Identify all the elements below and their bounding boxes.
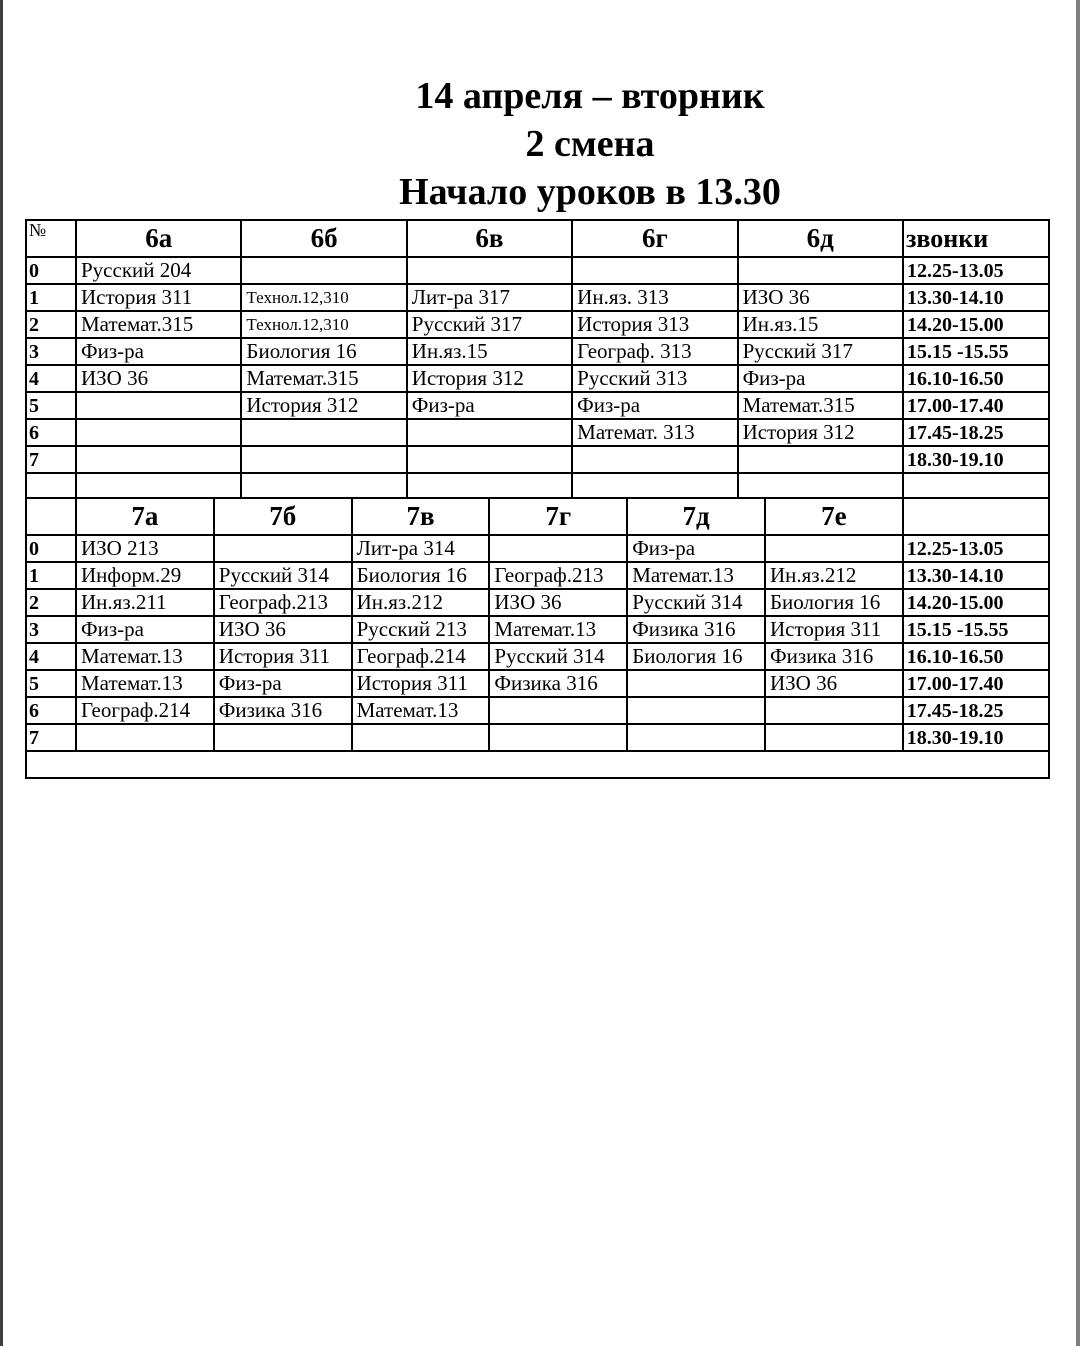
- lesson-number: 7: [26, 724, 76, 751]
- lesson-cell: Лит-ра 317: [407, 284, 572, 311]
- class-column-header: 7а: [76, 498, 214, 535]
- class-column-header: 6г: [572, 220, 737, 257]
- lesson-cell: Русский 213: [352, 616, 490, 643]
- lesson-number: 0: [26, 257, 76, 284]
- lesson-cell: [572, 473, 737, 500]
- bell-time: 16.10-16.50: [903, 643, 1049, 670]
- lesson-cell: Физ-ра: [738, 365, 903, 392]
- lesson-cell: Биология 16: [627, 643, 765, 670]
- bell-time: 15.15 -15.55: [903, 616, 1049, 643]
- lesson-cell: Физ-ра: [572, 392, 737, 419]
- empty-footer-row: [26, 751, 1049, 778]
- lesson-cell: [489, 697, 627, 724]
- lesson-cell: Математ.315: [738, 392, 903, 419]
- lesson-number: 0: [26, 535, 76, 562]
- lesson-number: 2: [26, 589, 76, 616]
- lesson-cell: Математ. 313: [572, 419, 737, 446]
- class-column-header: 7е: [765, 498, 903, 535]
- lesson-cell: ИЗО 213: [76, 535, 214, 562]
- lesson-cell: Русский 314: [489, 643, 627, 670]
- lesson-cell: ИЗО 36: [76, 365, 241, 392]
- grade7-schedule-table: [25, 497, 1050, 779]
- lesson-number: 1: [26, 562, 76, 589]
- schedule-row: [26, 535, 1049, 562]
- lesson-number: 6: [26, 697, 76, 724]
- lesson-cell: Физ-ра: [407, 392, 572, 419]
- lesson-cell: История 312: [241, 392, 406, 419]
- lesson-cell: Биология 16: [352, 562, 490, 589]
- class-column-header: 7г: [489, 498, 627, 535]
- schedule-row: [26, 697, 1049, 724]
- bell-time: 17.45-18.25: [903, 697, 1049, 724]
- lesson-cell: История 311: [352, 670, 490, 697]
- lesson-cell: Ин.яз.212: [765, 562, 903, 589]
- lesson-cell: Математ.13: [489, 616, 627, 643]
- lesson-cell: История 312: [738, 419, 903, 446]
- date-title: 14 апреля – вторник: [415, 75, 765, 117]
- lesson-cell: [407, 419, 572, 446]
- lesson-cell: Физ-ра: [76, 338, 241, 365]
- lesson-cell: Физика 316: [489, 670, 627, 697]
- lesson-cell: [241, 446, 406, 473]
- lesson-cell: Географ.214: [76, 697, 214, 724]
- lesson-cell: [214, 724, 352, 751]
- lesson-cell: Ин.яз.212: [352, 589, 490, 616]
- lesson-cell: ИЗО 36: [738, 284, 903, 311]
- bell-time: 14.20-15.00: [903, 589, 1049, 616]
- class-column-header: 6в: [407, 220, 572, 257]
- lesson-cell: Технол.12,310: [241, 311, 406, 338]
- header-row: [26, 498, 1049, 535]
- bell-time: 13.30-14.10: [903, 562, 1049, 589]
- schedule-row: [26, 562, 1049, 589]
- bell-time: 13.30-14.10: [903, 284, 1049, 311]
- lesson-cell: [627, 670, 765, 697]
- lesson-cell: Физика 316: [765, 643, 903, 670]
- schedule-row: [26, 643, 1049, 670]
- bell-time: 14.20-15.00: [903, 311, 1049, 338]
- lesson-cell: Русский 314: [214, 562, 352, 589]
- lesson-cell: Русский 313: [572, 365, 737, 392]
- bell-time: 17.00-17.40: [903, 670, 1049, 697]
- number-column-header: №: [26, 220, 76, 257]
- lesson-cell: Ин.яз.15: [738, 311, 903, 338]
- lesson-cell: [572, 257, 737, 284]
- lesson-cell: [407, 257, 572, 284]
- lesson-number: 5: [26, 670, 76, 697]
- header-row: [26, 220, 1049, 257]
- lesson-cell: [76, 392, 241, 419]
- lesson-cell: Физика 316: [627, 616, 765, 643]
- lesson-number: 4: [26, 643, 76, 670]
- schedule-row: [26, 473, 1049, 500]
- lesson-cell: Математ.315: [241, 365, 406, 392]
- lesson-cell: ИЗО 36: [214, 616, 352, 643]
- lesson-cell: Географ.213: [489, 562, 627, 589]
- lesson-cell: Математ.13: [76, 643, 214, 670]
- bells-column-header: звонки: [903, 220, 1049, 257]
- lesson-cell: [572, 446, 737, 473]
- lesson-cell: [76, 446, 241, 473]
- lesson-cell: ИЗО 36: [765, 670, 903, 697]
- bell-time: 18.30-19.10: [903, 724, 1049, 751]
- lesson-cell: Ин.яз.15: [407, 338, 572, 365]
- lesson-cell: [352, 724, 490, 751]
- shift-title: 2 смена: [525, 123, 655, 165]
- lesson-cell: История 311: [214, 643, 352, 670]
- bell-time: 18.30-19.10: [903, 446, 1049, 473]
- lesson-cell: [738, 257, 903, 284]
- lesson-cell: [765, 697, 903, 724]
- class-column-header: 6б: [241, 220, 406, 257]
- lesson-cell: История 311: [76, 284, 241, 311]
- lesson-cell: Физика 316: [214, 697, 352, 724]
- lesson-cell: [738, 446, 903, 473]
- lesson-cell: [489, 724, 627, 751]
- bell-time: 17.45-18.25: [903, 419, 1049, 446]
- lesson-cell: Лит-ра 314: [352, 535, 490, 562]
- lesson-cell: [765, 535, 903, 562]
- lesson-cell: Математ.13: [627, 562, 765, 589]
- schedule-row: [26, 446, 1049, 473]
- schedule-row: [26, 724, 1049, 751]
- lesson-cell: Географ.214: [352, 643, 490, 670]
- lesson-cell: Физ-ра: [76, 616, 214, 643]
- lesson-cell: Ин.яз.211: [76, 589, 214, 616]
- lesson-number: 7: [26, 446, 76, 473]
- lesson-cell: Математ.13: [76, 670, 214, 697]
- lesson-cell: [489, 535, 627, 562]
- lesson-number: 2: [26, 311, 76, 338]
- schedule-row: [26, 284, 1049, 311]
- lesson-number: 1: [26, 284, 76, 311]
- lesson-cell: Физ-ра: [214, 670, 352, 697]
- lesson-cell: [76, 473, 241, 500]
- schedule-row: [26, 257, 1049, 284]
- lesson-cell: [738, 473, 903, 500]
- lesson-cell: История 313: [572, 311, 737, 338]
- lesson-number: [26, 473, 76, 500]
- lesson-cell: [407, 473, 572, 500]
- schedule-row: [26, 338, 1049, 365]
- lesson-cell: [241, 419, 406, 446]
- lesson-cell: Физ-ра: [627, 535, 765, 562]
- class-column-header: 6д: [738, 220, 903, 257]
- class-column-header: 6а: [76, 220, 241, 257]
- lesson-cell: [76, 419, 241, 446]
- lesson-cell: [765, 724, 903, 751]
- lesson-cell: Информ.29: [76, 562, 214, 589]
- lesson-cell: [241, 257, 406, 284]
- lesson-cell: Ин.яз. 313: [572, 284, 737, 311]
- bell-time: 17.00-17.40: [903, 392, 1049, 419]
- schedule-row: [26, 392, 1049, 419]
- lesson-cell: Географ. 313: [572, 338, 737, 365]
- bell-time: 12.25-13.05: [903, 257, 1049, 284]
- lesson-cell: Русский 204: [76, 257, 241, 284]
- lesson-cell: История 311: [765, 616, 903, 643]
- lesson-cell: [407, 446, 572, 473]
- lesson-cell: [214, 535, 352, 562]
- lesson-cell: Математ.13: [352, 697, 490, 724]
- bell-time: 15.15 -15.55: [903, 338, 1049, 365]
- lesson-cell: Биология 16: [241, 338, 406, 365]
- lesson-number: 6: [26, 419, 76, 446]
- grade6-schedule-table: [25, 219, 1050, 501]
- lesson-cell: Математ.315: [76, 311, 241, 338]
- lesson-cell: Русский 317: [407, 311, 572, 338]
- page-left-edge: [0, 0, 3, 1346]
- class-column-header: 7д: [627, 498, 765, 535]
- class-column-header: 7б: [214, 498, 352, 535]
- schedule-row: [26, 616, 1049, 643]
- lesson-cell: [627, 724, 765, 751]
- lesson-cell: Русский 317: [738, 338, 903, 365]
- bell-time: 16.10-16.50: [903, 365, 1049, 392]
- lesson-number: 3: [26, 616, 76, 643]
- lesson-cell: [627, 697, 765, 724]
- lesson-cell: [241, 473, 406, 500]
- lesson-cell: Русский 314: [627, 589, 765, 616]
- empty-footer-cell: [26, 751, 1049, 778]
- lesson-cell: Географ.213: [214, 589, 352, 616]
- lesson-number: 5: [26, 392, 76, 419]
- lesson-number: 4: [26, 365, 76, 392]
- schedule-row: [26, 670, 1049, 697]
- class-column-header: 7в: [352, 498, 490, 535]
- schedule-row: [26, 589, 1049, 616]
- lesson-cell: Биология 16: [765, 589, 903, 616]
- schedule-row: [26, 365, 1049, 392]
- lesson-cell: [76, 724, 214, 751]
- document-header: [100, 72, 1080, 216]
- start-time-title: Начало уроков в 13.30: [399, 171, 781, 213]
- lesson-cell: История 312: [407, 365, 572, 392]
- schedule-row: [26, 419, 1049, 446]
- lesson-cell: Технол.12,310: [241, 284, 406, 311]
- number-column-header: [26, 498, 76, 535]
- bell-time: [903, 473, 1049, 500]
- schedule-row: [26, 311, 1049, 338]
- bell-time: 12.25-13.05: [903, 535, 1049, 562]
- lesson-number: 3: [26, 338, 76, 365]
- lesson-cell: ИЗО 36: [489, 589, 627, 616]
- bells-column-header: [903, 498, 1049, 535]
